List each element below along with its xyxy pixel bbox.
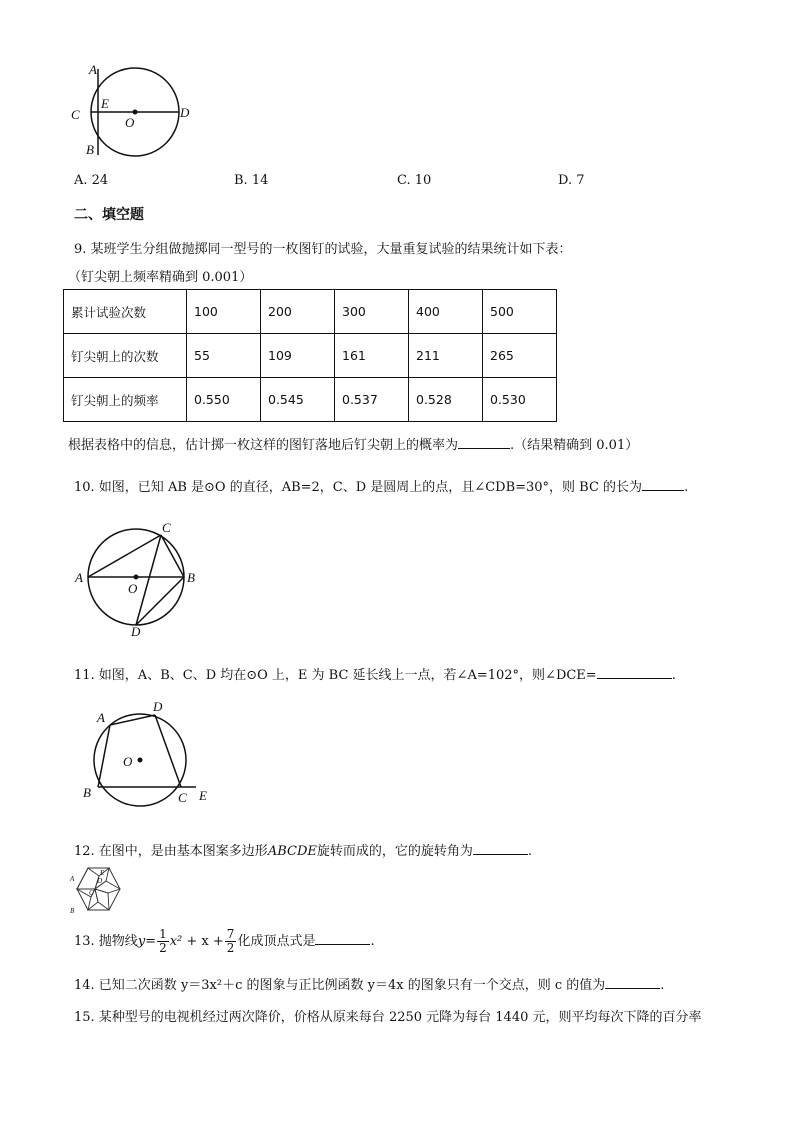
table-row: [64, 378, 557, 422]
q8-option-b: B. 14: [234, 173, 269, 188]
q13-f1-num: 1: [159, 927, 167, 941]
table-cell: 钉尖朝上的频率: [64, 378, 187, 422]
q11-side-ab: [98, 725, 110, 787]
q14-end: .: [660, 978, 665, 993]
answer-blank[interactable]: [315, 932, 370, 945]
q11-label-c: C: [178, 790, 187, 805]
q13-suffix: 化成顶点式是: [237, 934, 316, 949]
q9-followup-note: .（结果精确到 0.01）: [510, 438, 639, 453]
q10-circle-figure: [70, 518, 205, 643]
q10-label-c: C: [162, 520, 171, 535]
answer-blank[interactable]: [605, 976, 660, 989]
q13-prefix: 13. 抛物线: [74, 934, 138, 949]
q13-f1-den: 2: [159, 941, 167, 955]
q10-text: 10. 如图，已知 AB 是⊙O 的直径，AB=2，C、D 是圆周上的点，且∠CDB=30°，则 BC 的长为: [74, 480, 643, 495]
table-cell: 0.537: [335, 378, 409, 422]
q11-circle-figure: [78, 698, 218, 808]
table-cell: 钉尖朝上的次数: [64, 334, 187, 378]
q10-end: .: [684, 480, 689, 495]
table-cell: 0.550: [187, 378, 261, 422]
q9-question: 9. 某班学生分组做抛掷同一型号的一枚图钉的试验，大量重复试验的结果统计如下表：: [74, 242, 572, 257]
q8-option-d: D. 7: [558, 173, 585, 188]
q10-question: [74, 476, 688, 495]
q12-label-d: D: [97, 877, 103, 885]
section-title-fill-in: 二、填空题: [74, 207, 144, 223]
q8-label-a: A: [89, 62, 97, 77]
table-cell: 211: [409, 334, 483, 378]
q11-question: [74, 664, 676, 683]
q12-label-e: E: [100, 869, 105, 877]
q13-plus-x: + x +: [186, 934, 224, 949]
q12-rotation-figure: [68, 862, 128, 918]
q9-note: （钉尖朝上频率精确到 0.001）: [68, 270, 253, 285]
table-cell: 0.545: [261, 378, 335, 422]
q10-label-o: O: [128, 581, 138, 596]
answer-blank[interactable]: [473, 842, 528, 855]
table-cell: 265: [483, 334, 557, 378]
q8-label-o: O: [125, 115, 135, 130]
q11-center-dot: [138, 758, 143, 763]
q13-eq: =: [145, 934, 157, 949]
q13-x2: x²: [169, 934, 183, 949]
q8-center-dot: [133, 110, 138, 115]
q10-center-dot: [134, 575, 139, 580]
q12-label-a: A: [70, 875, 75, 883]
q13-f2-num: 7: [226, 927, 235, 941]
table-cell: 100: [187, 290, 261, 334]
q13-question: [74, 928, 375, 955]
table-row: [64, 290, 557, 334]
q10-label-a: A: [75, 570, 83, 585]
table-cell: 400: [409, 290, 483, 334]
q15-question: 15. 某种型号的电视机经过两次降价，价格从原来每台 2250 元降为每台 1440 元，则平均每次下降的百分率: [74, 1010, 702, 1025]
q13-f2-den: 2: [226, 941, 235, 955]
q8-label-c: C: [71, 107, 80, 122]
q12-label-c: C: [89, 889, 94, 897]
table-cell: 500: [483, 290, 557, 334]
q10-chord-cb: [161, 535, 184, 577]
answer-blank[interactable]: [597, 666, 672, 679]
q11-side-dc: [155, 715, 181, 787]
q11-label-e: E: [199, 788, 207, 803]
q10-chord-ac: [88, 535, 161, 577]
q11-label-o: O: [123, 754, 133, 769]
table-cell: 300: [335, 290, 409, 334]
q13-y: y: [137, 934, 146, 949]
q11-label-b: B: [83, 785, 91, 800]
q9-followup-text: 根据表格中的信息，估计掷一枚这样的图钉落地后钉尖朝上的概率为: [68, 438, 459, 453]
q12-polygon-name: ABCDE: [267, 844, 317, 859]
q8-option-c: C. 10: [397, 173, 432, 188]
q11-label-a: A: [97, 710, 105, 725]
q14-text: 14. 已知二次函数 y＝3x²＋c 的图象与正比例函数 y＝4x 的图象只有一个交点，则 c 的值为: [74, 978, 606, 993]
table-cell: 200: [261, 290, 335, 334]
q8-circle-figure: [68, 55, 198, 160]
q10-label-b: B: [187, 570, 195, 585]
q11-label-d: D: [153, 699, 163, 714]
q13-fraction-2: [225, 928, 237, 955]
q14-question: [74, 974, 664, 993]
q8-label-e: E: [101, 96, 109, 111]
q12-question: [74, 840, 532, 859]
table-cell: 累计试验次数: [64, 290, 187, 334]
q12-end: .: [527, 844, 533, 859]
table-cell: 0.530: [483, 378, 557, 422]
answer-blank[interactable]: [642, 478, 684, 491]
q9-followup: [68, 434, 638, 453]
q12-text-b: 旋转而成的，它的旋转角为: [316, 844, 473, 859]
table-cell: 0.528: [409, 378, 483, 422]
q12-text-a: 12. 在图中，是由基本图案多边形: [74, 844, 268, 859]
q12-label-b: B: [70, 907, 75, 915]
table-cell: 161: [335, 334, 409, 378]
q10-label-d: D: [131, 624, 141, 639]
q9-table: [63, 289, 557, 422]
q8-label-d: D: [180, 105, 190, 120]
q11-text: 11. 如图，A、B、C、D 均在⊙O 上，E 为 BC 延长线上一点，若∠A=102°，则∠DCE=: [74, 668, 597, 683]
table-row: [64, 334, 557, 378]
q13-end: .: [370, 934, 375, 949]
table-cell: 55: [187, 334, 261, 378]
q8-label-b: B: [86, 142, 94, 157]
table-cell: 109: [261, 334, 335, 378]
answer-blank[interactable]: [458, 436, 510, 449]
q8-option-a: A. 24: [74, 173, 109, 188]
q13-fraction-1: [157, 928, 169, 955]
q11-end: .: [671, 668, 676, 683]
